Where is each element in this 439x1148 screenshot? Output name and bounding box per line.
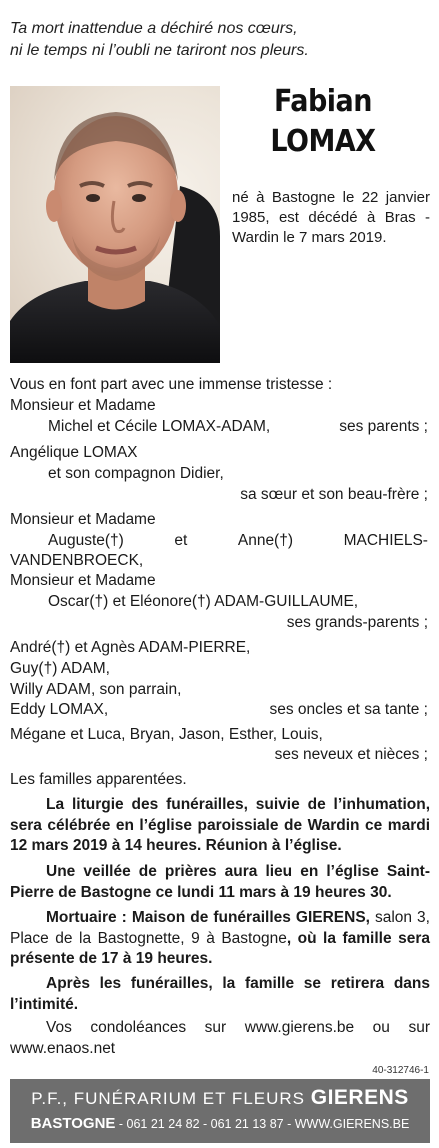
family-line: Monsieur et Madame	[10, 511, 156, 528]
family-name-part: Anne(†)	[237, 532, 294, 549]
condolences-info: Vos condoléances sur www.gierens.be ou sur www.enaos.net	[10, 1019, 430, 1057]
banner-brand: GIERENS	[310, 1086, 409, 1109]
family-line: Mégane et Luca, Bryan, Jason, Esther, Louis,	[10, 726, 323, 743]
relation-label: ses parents ;	[339, 418, 428, 435]
epigraph-line-1: Ta mort inattendue a déchiré nos cœurs,	[10, 20, 298, 37]
family-name-part: et	[174, 532, 188, 549]
vigil-info: Une veillée de prières aura lieu en l’église Saint-Pierre de Bastogne ce lundi 11 mars à 19 heures 30.	[10, 863, 430, 901]
reference-number: 40-312746-1	[372, 1065, 429, 1076]
family-line: André(†) et Agnès ADAM-PIERRE,	[10, 639, 251, 656]
family-line: Monsieur et Madame	[10, 397, 156, 414]
family-line	[10, 531, 428, 552]
family-line: Eddy LOMAX,	[10, 701, 109, 718]
portrait-illustration	[10, 86, 220, 363]
last-name: LOMAX	[270, 124, 376, 159]
family-name-part: Auguste(†)	[48, 532, 124, 549]
mortuary-hours: , où la famille sera présente de 17 à 19 heures.	[10, 929, 430, 967]
liturgy-info: La liturgie des funérailles, suivie de l’inhumation, sera célébrée en l’église paroissiale de Wardin ce mardi 12 mars 2019 à 14 heures. Réunion à l’église.	[10, 796, 430, 854]
family-line: et son compagnon Didier,	[48, 465, 224, 482]
relation-label: ses grands-parents ;	[286, 614, 428, 631]
banner-contacts: - 061 21 24 82 - 061 21 13 87 - WWW.GIERENS.BE	[115, 1117, 410, 1131]
mortuary-info	[10, 908, 430, 970]
banner-line-1	[10, 1086, 430, 1110]
family-line: Monsieur et Madame	[10, 572, 156, 589]
family-line: Willy ADAM, son parrain,	[10, 681, 182, 698]
mortuary-name: Mortuaire : Maison de funérailles GIERENS,	[46, 909, 370, 926]
family-line: Michel et Cécile LOMAX-ADAM,	[48, 418, 271, 435]
portrait-photo	[10, 86, 220, 363]
deceased-bio: né à Bastogne le 22 janvier 1985, est décédé à Bras - Wardin le 7 mars 2019.	[232, 189, 430, 246]
family-line: Les familles apparentées.	[10, 771, 187, 788]
epigraph-line-2: ni le temps ni l’oubli ne tariront nos pleurs.	[10, 42, 309, 59]
intro-text: Vous en font part avec une immense tristesse :	[10, 376, 333, 393]
family-line: VANDENBROECK,	[10, 552, 144, 569]
relation-label: ses neveux et nièces ;	[274, 746, 428, 763]
relation-label: ses oncles et sa tante ;	[269, 701, 428, 718]
banner-prefix: P.F., FUNÉRARIUM ET FLEURS	[31, 1089, 306, 1108]
banner-city: BASTOGNE	[30, 1115, 116, 1132]
deceased-name	[258, 82, 388, 162]
family-line: Guy(†) ADAM,	[10, 660, 110, 677]
family-line: Oscar(†) et Eléonore(†) ADAM-GUILLAUME,	[48, 593, 359, 610]
mortuary-address: salon 3, Place de la Bastognette, 9 à Bastogne	[10, 909, 430, 947]
funeral-home-banner	[10, 1079, 430, 1143]
family-line: Angélique LOMAX	[10, 444, 138, 461]
banner-line-2	[10, 1115, 430, 1132]
after-funeral-info: Après les funérailles, la famille se retirera dans l’intimité.	[10, 975, 430, 1013]
first-name: Fabian	[274, 84, 372, 119]
family-name-part: MACHIELS-	[343, 532, 428, 549]
epigraph	[10, 18, 430, 62]
relation-label: sa sœur et son beau-frère ;	[240, 486, 428, 503]
